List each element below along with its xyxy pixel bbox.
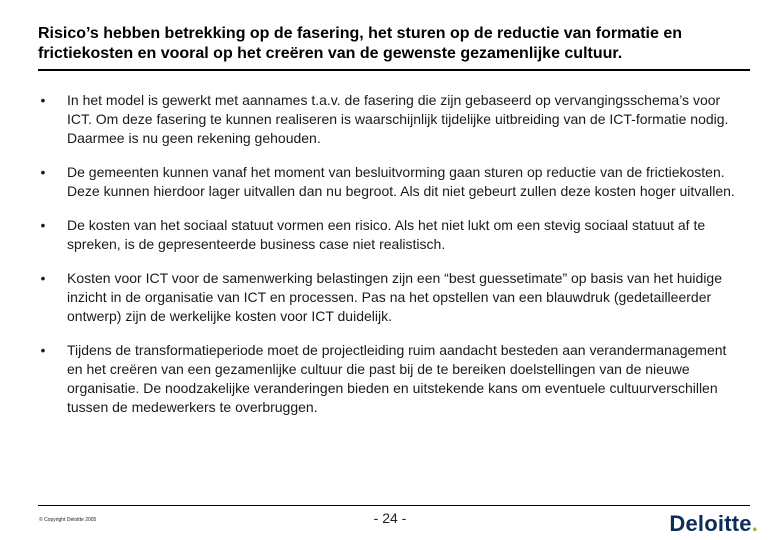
footer-divider <box>38 505 750 506</box>
bullet-text: De gemeenten kunnen vanaf het moment van besluitvorming gaan sturen op reductie van de frictiekosten. Deze kunnen hierdoor lager uitvallen dan nu begroot. Als dit niet gebeurt zullen deze kosten hoger uitvallen. <box>67 164 735 199</box>
bullet-marker: • <box>40 164 46 180</box>
bullet-item <box>38 269 744 326</box>
logo-dot: . <box>751 511 758 536</box>
bullet-text: De kosten van het sociaal statuut vormen een risico. Als het niet lukt om een stevig sociaal statuut af te spreken, is de gepresenteerde business case niet realistisch. <box>67 217 706 252</box>
bullet-text: Tijdens de transformatieperiode moet de projectleiding ruim aandacht besteden aan verandermanagement en het creëren van een gezamenlijke cultuur die past bij de te bereiken doelstellingen van de nieuwe organisatie. De noodzakelijke veranderingen bieden en uitstekende kans om eventuele cultuurverschillen tussen de medewerkers te overbruggen. <box>67 342 727 415</box>
bullet-marker: • <box>40 217 46 233</box>
deloitte-logo <box>669 510 758 538</box>
slide-title: Risico’s hebben betrekking op de fasering, het sturen op de reductie van formatie en frictiekosten en vooral op het creëren van de gewenste gezamenlijke cultuur. <box>38 25 682 62</box>
bullet-text: Kosten voor ICT voor de samenwerking belastingen zijn een “best guessetimate” op basis van het huidige inzicht in de organisatie van ICT en processen. Pas na het opstellen van een blauwdruk (gedetailleerder ontwerp) zijn de werkelijke kosten voor ICT duidelijk. <box>67 270 723 324</box>
bullet-text: In het model is gewerkt met aannames t.a.v. de fasering die zijn gebaseerd op vervangingsschema’s voor ICT. Om deze fasering te kunnen realiseren is waarschijnlijk tijdelijke uitbreiding van de ICT-formatie nodig. Daarmee is nu geen rekening gehouden. <box>67 92 729 146</box>
bullet-marker: • <box>40 92 46 108</box>
bullet-item <box>38 341 744 417</box>
copyright-notice: © Copyright Deloitte 2005 <box>39 517 97 523</box>
bullet-marker: • <box>40 342 46 358</box>
logo-text: Deloitte <box>669 511 752 536</box>
bullet-item <box>38 91 744 148</box>
bullet-marker: • <box>40 270 46 286</box>
page-number: - 24 - <box>373 510 407 526</box>
bullet-list <box>38 91 744 432</box>
bullet-item <box>38 216 744 254</box>
bullet-item <box>38 163 744 201</box>
title-divider <box>38 69 750 71</box>
